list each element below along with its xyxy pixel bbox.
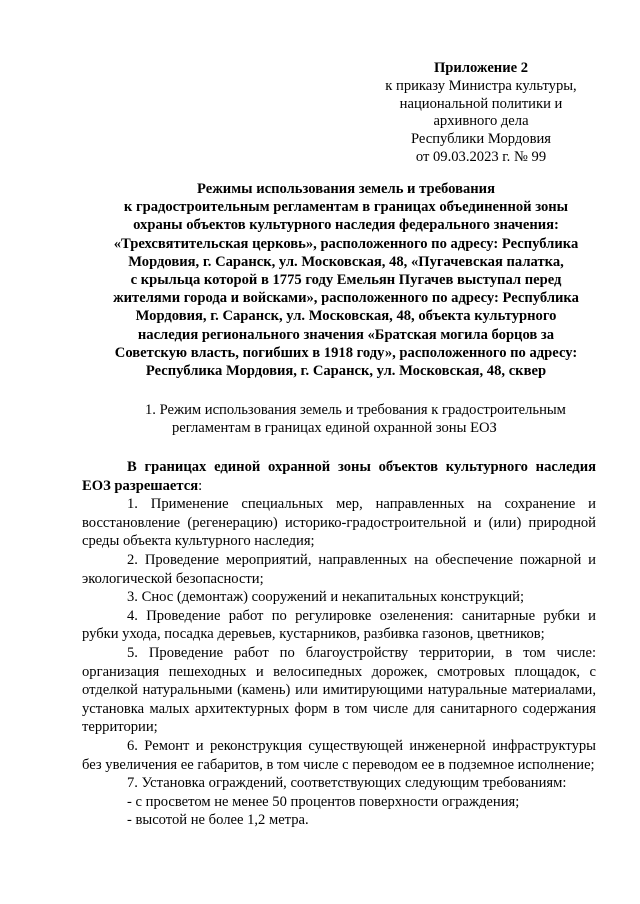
appendix-block bbox=[370, 60, 592, 167]
list-item: 7. Установка ограждений, соответствующих следующим требованиям: bbox=[127, 775, 567, 792]
title-line: жителями города и войсками», расположенного по адресу: Республика bbox=[113, 290, 579, 307]
title-line: Мордовия, г. Саранск, ул. Московская, 48, «Пугачевская палатка, bbox=[128, 253, 564, 270]
appendix-heading: Приложение 2 bbox=[433, 60, 529, 76]
list-item: 4. Проведение работ по регулировке озеленения: санитарные рубки и рубки ухода, посадка деревьев, кустарников, разбивка газонов, цветников; bbox=[82, 607, 596, 643]
lead-bold-text: В границах единой охранной зоны объектов культурного наследия ЕОЗ разрешается bbox=[82, 459, 596, 494]
title-line: «Трехсвятительская церковь», расположенного по адресу: Республика bbox=[113, 235, 579, 252]
appendix-line: к приказу Министра культуры, bbox=[385, 77, 577, 94]
title-line: с крыльца которой в 1775 году Емельян Пугачев выступал перед bbox=[130, 272, 562, 289]
title-line: Мордовия, г. Саранск, ул. Московская, 48, объекта культурного bbox=[135, 308, 557, 325]
section-heading-line: 1. Режим использования земель и требования к градостроительным bbox=[145, 402, 566, 418]
appendix-line: Республики Мордовия bbox=[410, 131, 551, 148]
section-heading bbox=[145, 401, 595, 437]
dash-item: - с просветом не менее 50 процентов поверхности ограждения; bbox=[127, 793, 520, 810]
list-item: 2. Проведение мероприятий, направленных на обеспечение пожарной и экологической безопасности; bbox=[82, 551, 596, 587]
list-item: 6. Ремонт и реконструкция существующей инженерной инфраструктуры без увеличения ее габаритов, в том числе с переводом ее в подземное исполнение; bbox=[82, 737, 596, 773]
title-line: охраны объектов культурного наследия федерального значения: bbox=[133, 217, 559, 234]
title-line: к градостроительным регламентам в границах объединенной зоны bbox=[123, 199, 569, 216]
lead-colon: : bbox=[198, 477, 203, 494]
list-item: 3. Снос (демонтаж) сооружений и некапитальных конструкций; bbox=[127, 589, 525, 606]
title-line: наследия регионального значения «Братская могила борцов за bbox=[137, 326, 555, 343]
appendix-line: от 09.03.2023 г. № 99 bbox=[415, 148, 547, 165]
list-item: 1. Применение специальных мер, направленных на сохранение и восстановление (регенерацию) историко-градостроительной и (или) природной среды объекта культурного наследия; bbox=[82, 496, 596, 550]
dash-item: - высотой не более 1,2 метра. bbox=[127, 812, 309, 829]
document-title bbox=[82, 180, 610, 380]
title-line: Республика Мордовия, г. Саранск, ул. Московская, 48, сквер bbox=[145, 363, 547, 380]
title-line: Советскую власть, погибших в 1918 году», расположенного по адресу: bbox=[114, 344, 578, 361]
section-heading-line: регламентам в границах единой охранной зоны ЕОЗ bbox=[172, 420, 497, 437]
document-body bbox=[82, 458, 596, 830]
appendix-line: архивного дела bbox=[433, 113, 529, 130]
title-line: Режимы использования земель и требования bbox=[197, 181, 495, 197]
appendix-line: национальной политики и bbox=[399, 95, 563, 112]
list-item: 5. Проведение работ по благоустройству территории, в том числе: организация пешеходных и велосипедных дорожек, смотровых площадок, с отделкой натуральными (камень) или имитирующими натуральные материалами, установка малых архитектурных форм в том числе для санитарного содержания территории; bbox=[82, 644, 596, 736]
lead-paragraph bbox=[82, 458, 596, 495]
